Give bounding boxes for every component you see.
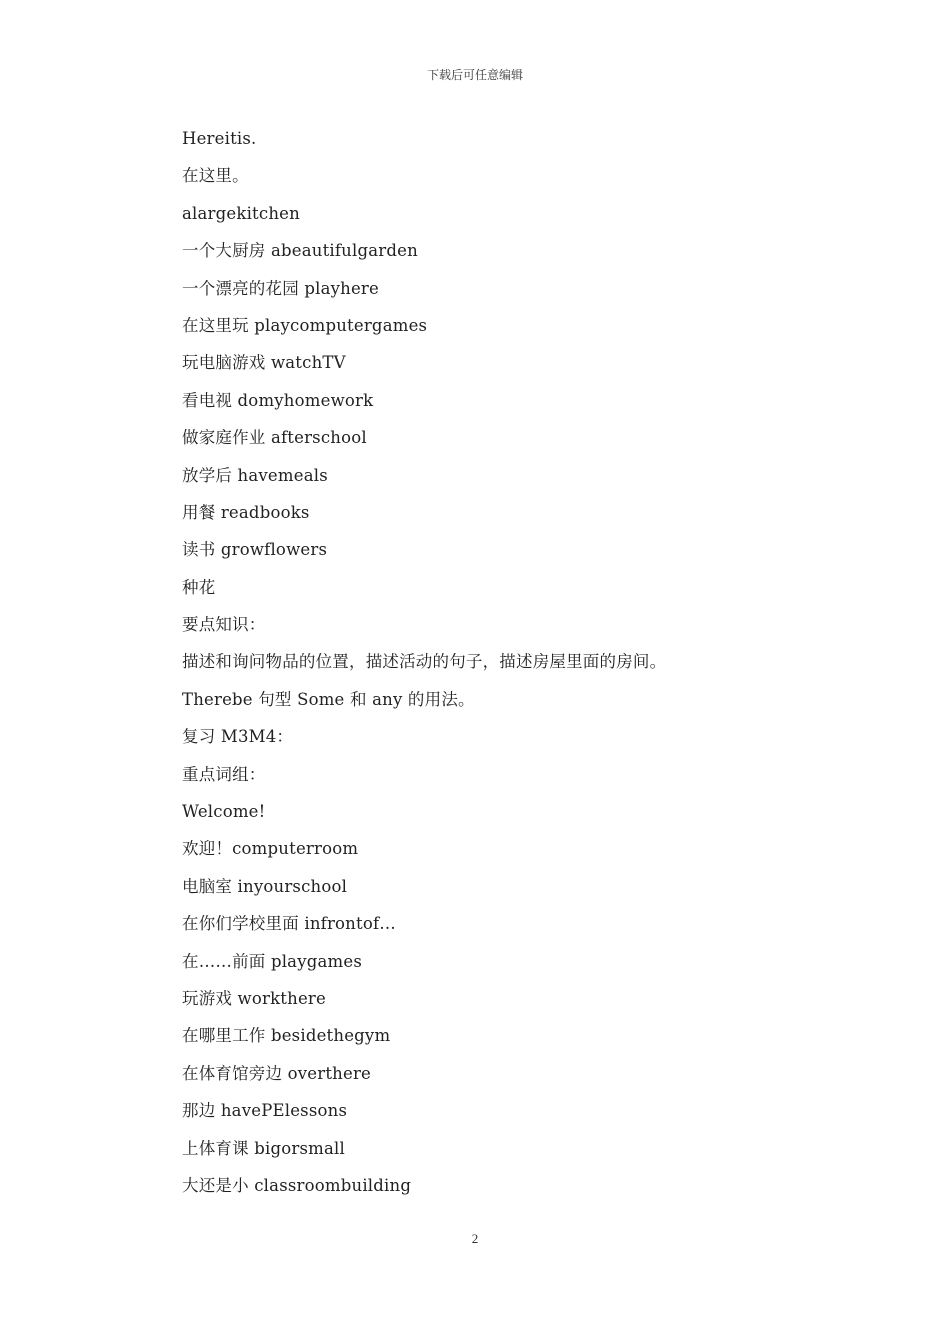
text-line: alargekitchen (182, 203, 300, 223)
text-line: 大还是小 classroombuilding (182, 1175, 412, 1195)
text-line: 一个大厨房 abeautifulgarden (182, 241, 418, 261)
document-body (182, 120, 822, 1204)
text-line: 在这里玩 playcomputergames (182, 315, 428, 335)
text-line: Hereitis. (182, 129, 257, 148)
text-line: 读书 growflowers (182, 540, 328, 560)
text-line: 复习 M3M4： (182, 727, 294, 747)
text-line: 在体育馆旁边 overthere (182, 1063, 372, 1083)
text-line: 重点词组： (182, 764, 266, 784)
text-line: 放学后 havemeals (182, 465, 328, 485)
text-line: 在……前面 playgames (182, 951, 363, 971)
text-line: Welcome! (182, 802, 266, 822)
text-line: 用餐 readbooks (182, 502, 310, 522)
text-line: 看电视 domyhomework (182, 390, 374, 410)
text-line: 要点知识： (182, 615, 266, 635)
text-line: 玩游戏 workthere (182, 988, 326, 1008)
text-line: 上体育课 bigorsmall (182, 1138, 345, 1158)
page-number: 2 (471, 1231, 479, 1246)
text-line: 种花 (182, 577, 216, 597)
text-line: 那边 havePElessons (182, 1101, 348, 1121)
page-header: 下载后可任意编辑 (426, 68, 523, 82)
text-line: 在这里。 (182, 166, 249, 186)
text-line: 玩电脑游戏 watchTV (182, 353, 346, 373)
text-line: 一个漂亮的花园 playhere (182, 278, 379, 298)
text-line: Therebe 句型 Some 和 any 的用法。 (182, 689, 475, 709)
text-line: 电脑室 inyourschool (182, 876, 348, 896)
text-line: 在哪里工作 besidethegym (182, 1026, 391, 1046)
text-line: 欢迎！computerroom (182, 839, 359, 859)
text-line: 做家庭作业 afterschool (182, 428, 367, 448)
text-line: 描述和询问物品的位置，描述活动的句子，描述房屋里面的房间。 (182, 652, 667, 672)
text-line: 在你们学校里面 infrontof… (182, 914, 396, 934)
